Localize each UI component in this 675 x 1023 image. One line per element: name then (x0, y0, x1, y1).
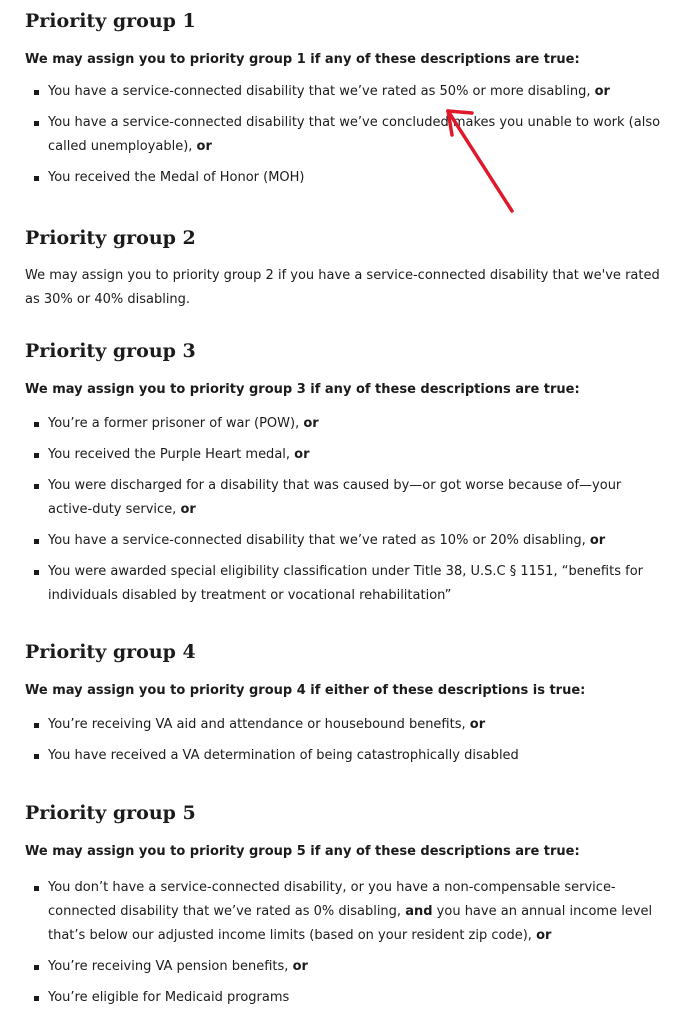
priority-group-3-heading: Priority group 3 (25, 340, 196, 362)
list-item-conjunction: or (589, 533, 606, 548)
list-item-conjunction: or (292, 959, 308, 974)
list-item-text: You have a service-connected disability that we’ve concluded makes you unable to work (also called unemployable), (48, 115, 661, 154)
priority-group-4-heading: Priority group 4 (25, 641, 196, 663)
priority-group-4-intro: We may assign you to priority group 4 if either of these descriptions is true: (25, 683, 586, 698)
list-item-conjunction: or (180, 502, 196, 517)
list-item-text: You received the Purple Heart medal, (48, 447, 295, 462)
priority-group-3-intro: We may assign you to priority group 3 if any of these descriptions are true: (25, 382, 580, 397)
list-item-text: You were awarded special eligibility classification under Title 38, U.S.C § 1151, “benefits for individuals disabled by treatment or vocational rehabilitation” (48, 564, 643, 603)
priority-group-2-section (25, 225, 665, 312)
list-item (25, 986, 665, 1010)
list-item (25, 111, 665, 159)
list-item-text: You were discharged for a disability that was caused by—or got worse because of—your active-duty service, (48, 478, 622, 517)
list-item-conjunction: or (469, 717, 486, 732)
priority-group-1-heading: Priority group 1 (25, 10, 196, 32)
list-item-text: You received the Medal of Honor (MOH) (48, 170, 305, 185)
list-item (25, 529, 665, 553)
list-item (25, 744, 665, 768)
list-item-conjunction: or (196, 139, 212, 154)
list-item-bold-word: and (405, 904, 433, 919)
list-item-text: You’re receiving VA pension benefits, (48, 959, 293, 974)
list-item (25, 166, 665, 190)
list-item (25, 443, 665, 467)
list-item-conjunction: or (294, 447, 310, 462)
list-item (25, 713, 665, 737)
priority-group-2-paragraph: We may assign you to priority group 2 if you have a service-connected disability that we've rated as 30% or 40% disabling. (25, 268, 660, 307)
priority-group-4-section (25, 639, 665, 768)
list-item-text: You have received a VA determination of being catastrophically disabled (48, 748, 519, 763)
priority-group-3-section (25, 338, 665, 608)
list-item (25, 80, 665, 104)
list-item (25, 412, 665, 436)
priority-group-5-list (25, 876, 665, 1010)
list-item-conjunction: or (303, 416, 319, 431)
priority-group-3-list (25, 412, 665, 608)
list-item-conjunction: or (536, 928, 552, 943)
list-item (25, 955, 665, 979)
priority-group-1-intro: We may assign you to priority group 1 if any of these descriptions are true: (25, 52, 580, 67)
list-item-text: You’re a former prisoner of war (POW), (48, 416, 304, 431)
list-item-text: You have a service-connected disability that we’ve rated as 50% or more disabling, (48, 84, 595, 99)
priority-group-1-section (25, 8, 665, 190)
priority-group-5-intro: We may assign you to priority group 5 if any of these descriptions are true: (25, 844, 580, 859)
list-item-text: You don’t have a service-connected disability, or you have a non-compensable service-connected disability that we’ve rated as 0% disabling, (48, 880, 616, 919)
priority-group-1-list (25, 80, 665, 190)
list-item (25, 560, 665, 608)
list-item-text: You’re receiving VA aid and attendance or housebound benefits, (48, 717, 470, 732)
priority-group-5-heading: Priority group 5 (25, 802, 196, 824)
priority-group-5-section (25, 800, 665, 1010)
list-item-text-continued: you have an annual income level that’s below our adjusted income limits (based on your resident zip code), (48, 904, 653, 943)
list-item (25, 474, 665, 522)
list-item (25, 876, 665, 948)
list-item-text: You have a service-connected disability that we’ve rated as 10% or 20% disabling, (48, 533, 590, 548)
priority-group-4-list (25, 713, 665, 768)
list-item-conjunction: or (594, 84, 610, 99)
list-item-text: You’re eligible for Medicaid programs (48, 990, 290, 1005)
priority-group-2-heading: Priority group 2 (25, 227, 196, 249)
